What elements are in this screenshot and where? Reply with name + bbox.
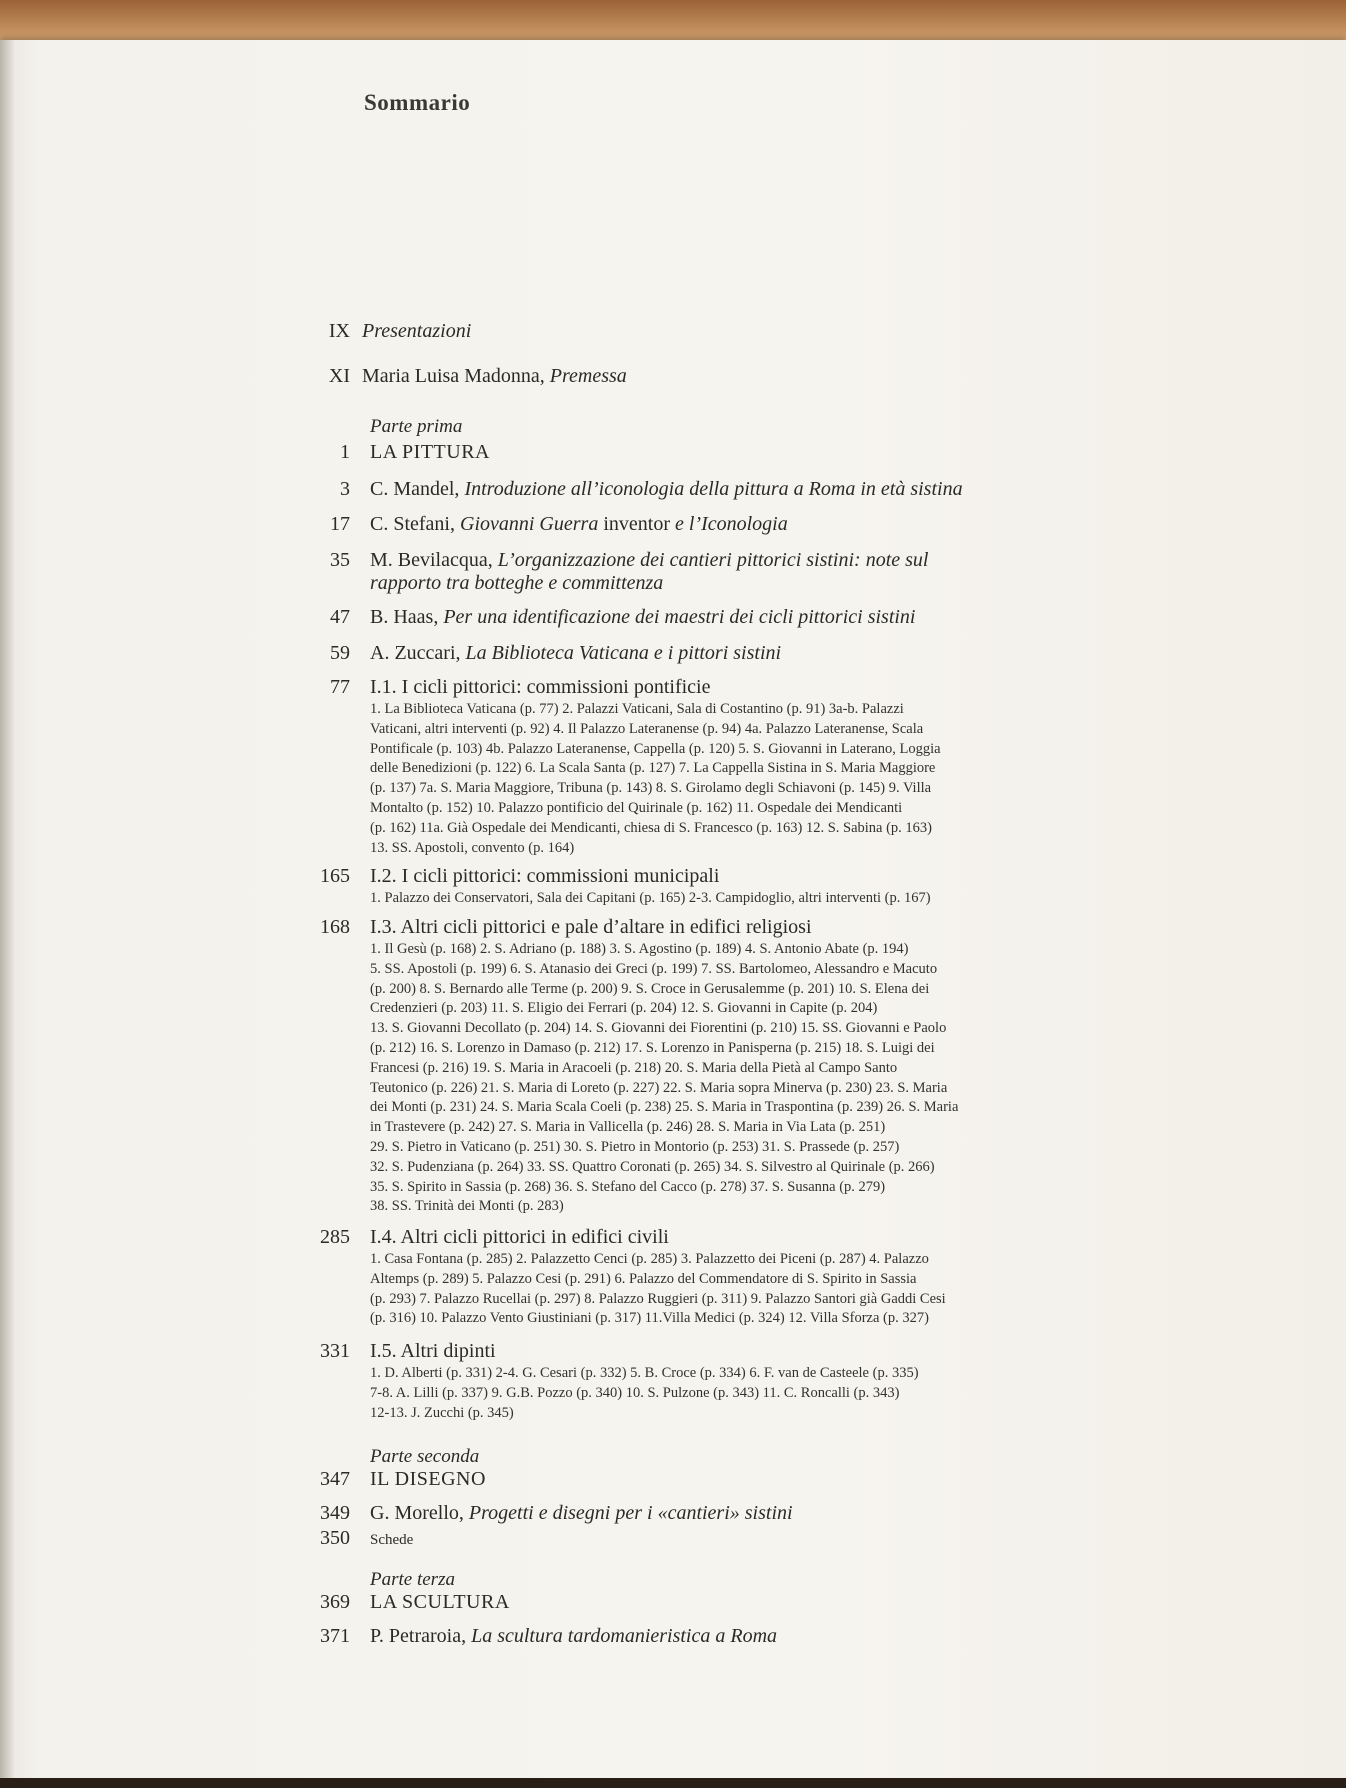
section-title: I.3. Altri cicli pittorici e pale d’altare in edifici religiosi (370, 916, 812, 938)
detail-line: 7-8. A. Lilli (p. 337) 9. G.B. Pozzo (p. 340) 10. S. Pulzone (p. 343) 11. C. Roncalli (p. 343) (370, 1384, 900, 1401)
entry-title: Schede (370, 1532, 414, 1548)
detail-line: 1. Il Gesù (p. 168) 2. S. Adriano (p. 188) 3. S. Agostino (p. 189) 4. S. Antonio Abate (p. 194) (370, 941, 909, 957)
entry-title: L’organizzazione dei cantieri pittorici sistini: note sul (497, 549, 929, 571)
entry-title-end: e l’Iconologia (674, 513, 788, 535)
detail-line: 32. S. Pudenziana (p. 264) 33. SS. Quattro Coronati (p. 265) 34. S. Silvestro al Quirinale (p. 266) (370, 1158, 935, 1175)
detail-line: (p. 137) 7a. S. Maria Maggiore, Tribuna (p. 143) 8. S. Girolamo degli Schiavoni (p. 145) 9. Villa (370, 780, 932, 797)
entry-author: Maria Luisa Madonna, (362, 365, 545, 387)
table-edge-bottom (0, 1778, 1346, 1788)
detail-line: 12-13. J. Zucchi (p. 345) (370, 1404, 514, 1421)
page-number: 3 (340, 478, 350, 500)
part-label-prima: Parte prima (370, 416, 463, 437)
page-number: 331 (320, 1340, 350, 1362)
entry-title: Premessa (549, 365, 627, 387)
detail-line: (p. 162) 11a. Già Ospedale dei Mendicanti, chiesa di S. Francesco (p. 163) 12. S. Sabina (p. 163) (370, 819, 933, 836)
detail-line: Francesi (p. 216) 19. S. Maria in Aracoeli (p. 218) 20. S. Maria della Pietà al Campo Santo (370, 1059, 898, 1076)
section-heading: LA PITTURA (370, 441, 490, 463)
entry-author: G. Morello, (370, 1502, 464, 1524)
entry-author: B. Haas, (370, 606, 439, 628)
page-number: 59 (330, 642, 350, 664)
entry-author: C. Mandel, (370, 478, 460, 500)
entry-text (370, 642, 1060, 665)
entry-title: Per una identificazione dei maestri dei cicli pittorici sistini (443, 606, 916, 628)
entry-author: M. Bevilacqua, (370, 549, 493, 571)
section-details (370, 940, 1110, 1217)
entry-text (362, 365, 1052, 388)
entry-title: La Biblioteca Vaticana e i pittori sistini (465, 642, 782, 664)
entry-title: Progetti e disegni per i «cantieri» sistini (468, 1502, 793, 1524)
page-number: IX (328, 320, 350, 342)
page-gutter-shadow (0, 40, 14, 1780)
entry-title-mid: inventor (603, 513, 670, 535)
page-number: XI (328, 365, 350, 387)
entry-title: Giovanni Guerra (460, 513, 599, 535)
detail-line: 13. S. Giovanni Decollato (p. 204) 14. S. Giovanni dei Fiorentini (p. 210) 15. SS. Giovanni e Paolo (370, 1020, 947, 1037)
entry-author: P. Petraroia, (370, 1625, 467, 1647)
section-details (370, 1364, 1110, 1423)
entry-title: Presentazioni (362, 320, 472, 342)
page-number: 17 (330, 513, 350, 535)
part-label-seconda: Parte seconda (370, 1446, 480, 1467)
detail-line: 13. SS. Apostoli, convento (p. 164) (370, 839, 575, 856)
page-number: 168 (320, 916, 350, 938)
page-number: 1 (340, 441, 350, 463)
part-label-terza: Parte terza (370, 1569, 455, 1590)
detail-line: Montalto (p. 152) 10. Palazzo pontificio del Quirinale (p. 162) 11. Ospedale dei Mendicanti (370, 799, 903, 816)
detail-line: 29. S. Pietro in Vaticano (p. 251) 30. S. Pietro in Montorio (p. 253) 31. S. Prassede (p. 257) (370, 1138, 900, 1155)
entry-author: C. Stefani, (370, 513, 455, 535)
entry-author: A. Zuccari, (370, 642, 461, 664)
detail-line: 5. SS. Apostoli (p. 199) 6. S. Atanasio dei Greci (p. 199) 7. SS. Bartolomeo, Alessandro e Macuto (370, 960, 938, 977)
section-details (370, 700, 1110, 858)
page-number: 35 (330, 549, 350, 571)
detail-line: 1. Palazzo dei Conservatori, Sala dei Capitani (p. 165) 2-3. Campidoglio, altri interventi (p. 167) (370, 890, 931, 906)
section-details (370, 889, 1110, 909)
page-number: 350 (320, 1527, 350, 1549)
entry-title-line2: rapporto tra botteghe e committenza (370, 572, 664, 594)
page-number: 165 (320, 865, 350, 887)
entry-title: Introduzione all’iconologia della pittura a Roma in età sistina (464, 478, 963, 500)
page-number: 371 (320, 1625, 350, 1647)
page-number: 285 (320, 1226, 350, 1248)
detail-line: (p. 316) 10. Palazzo Vento Giustiniani (p. 317) 11.Villa Medici (p. 324) 12. Villa Sforza (p. 327) (370, 1310, 929, 1327)
detail-line: 1. D. Alberti (p. 331) 2-4. G. Cesari (p. 332) 5. B. Croce (p. 334) 6. F. van de Casteele (p. 335) (370, 1365, 919, 1381)
entry-text (370, 1502, 1060, 1525)
detail-line: 35. S. Spirito in Sassia (p. 268) 36. S. Stefano del Cacco (p. 278) 37. S. Susanna (p. 279) (370, 1178, 886, 1195)
page-title: Sommario (364, 90, 471, 115)
page-number: 347 (320, 1468, 350, 1490)
entry-text (370, 1625, 1060, 1648)
detail-line: Teutonico (p. 226) 21. S. Maria di Loreto (p. 227) 22. S. Maria sopra Minerva (p. 230) 23. S. Maria (370, 1079, 948, 1096)
section-title: I.5. Altri dipinti (370, 1340, 496, 1362)
detail-line: Vaticani, altri interventi (p. 92) 4. Il Palazzo Lateranense (p. 94) 4a. Palazzo Lateranense, Scala (370, 720, 924, 737)
detail-line: 1. Casa Fontana (p. 285) 2. Palazzetto Cenci (p. 285) 3. Palazzetto dei Piceni (p. 287) 4. Palazzo (370, 1251, 929, 1267)
page-number: 349 (320, 1502, 350, 1524)
page-number: 47 (330, 606, 350, 628)
section-heading: LA SCULTURA (370, 1591, 510, 1613)
section-title: I.4. Altri cicli pittorici in edifici civili (370, 1226, 669, 1248)
section-details (370, 1250, 1110, 1329)
detail-line: (p. 200) 8. S. Bernardo alle Terme (p. 200) 9. S. Croce in Gerusalemme (p. 201) 10. S. Elena dei (370, 980, 930, 997)
detail-line: dei Monti (p. 231) 24. S. Maria Scala Coeli (p. 238) 25. S. Maria in Traspontina (p. 239) 26. S. Maria (370, 1099, 959, 1116)
page-number: 369 (320, 1591, 350, 1613)
detail-line: Altemps (p. 289) 5. Palazzo Cesi (p. 291) 6. Palazzo del Commendatore di S. Spirito in Sassia (370, 1270, 917, 1287)
detail-line: 38. SS. Trinità dei Monti (p. 283) (370, 1198, 564, 1215)
detail-line: delle Benedizioni (p. 122) 6. La Scala Santa (p. 127) 7. La Cappella Sistina in S. Maria Maggiore (370, 760, 936, 777)
entry-text (362, 320, 1052, 343)
section-heading: IL DISEGNO (370, 1468, 486, 1490)
entry-text (370, 478, 1060, 501)
detail-line: Pontificale (p. 103) 4b. Palazzo Lateranense, Cappella (p. 120) 5. S. Giovanni in Laterano, Loggia (370, 740, 941, 757)
detail-line: 1. La Biblioteca Vaticana (p. 77) 2. Palazzi Vaticani, Sala di Costantino (p. 91) 3a-b. Palazzi (370, 701, 904, 717)
page-number: 77 (330, 676, 350, 698)
detail-line: in Trastevere (p. 242) 27. S. Maria in Vallicella (p. 246) 28. S. Maria in Via Lata (p. 251) (370, 1119, 886, 1136)
detail-line: (p. 293) 7. Palazzo Rucellai (p. 297) 8. Palazzo Ruggieri (p. 311) 9. Palazzo Santori già Gaddi Cesi (370, 1290, 946, 1307)
entry-text (370, 606, 1060, 629)
detail-line: (p. 212) 16. S. Lorenzo in Damaso (p. 212) 17. S. Lorenzo in Panisperna (p. 215) 18. S. Luigi dei (370, 1039, 935, 1056)
detail-line: Credenzieri (p. 203) 11. S. Eligio dei Ferrari (p. 204) 12. S. Giovanni in Capite (p. 204) (370, 1000, 878, 1017)
entry-text (370, 549, 1060, 595)
section-title: I.2. I cicli pittorici: commissioni municipali (370, 865, 720, 887)
section-title: I.1. I cicli pittorici: commissioni pontificie (370, 676, 711, 698)
entry-text (370, 513, 1060, 536)
entry-title: La scultura tardomanieristica a Roma (471, 1625, 778, 1647)
